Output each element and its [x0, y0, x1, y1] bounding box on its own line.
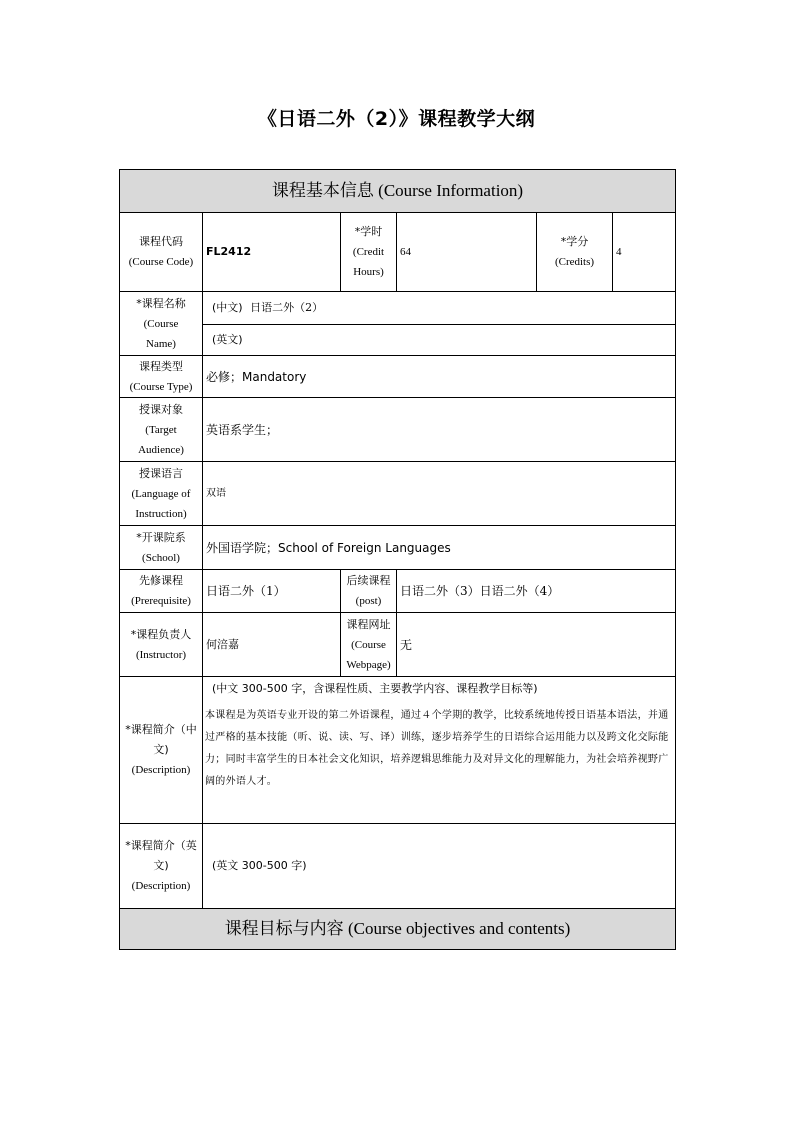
name-en-cell: (英文) [203, 325, 676, 356]
code-label: 课程代码 (Course Code) [120, 213, 203, 292]
audience-label: 授课对象 (Target Audience) [120, 398, 203, 462]
row-course-type [120, 356, 676, 398]
row-instructor [120, 613, 676, 677]
desc-en-label: *课程简介（英 文) (Description) [120, 824, 203, 909]
objectives-title-en: (Course objectives and contents) [347, 919, 571, 938]
name-cn-prefix: (中文) [212, 301, 243, 314]
row-course-name-en [120, 325, 676, 356]
name-label: *课程名称 (Course Name) [120, 292, 203, 356]
desc-cn-text: 本课程是为英语专业开设的第二外语课程，通过４个学期的教学，比较系统地传授日语基本语法，并通过严格的基本技能（听、说、读、写、译）训练，逐步培养学生的日语综合运用能力以及跨文化交际能力；同时丰富学生的日本社会文化知识，培养逻辑思维能力及对异文化的理解能力，为社会培养视野广阔的外语人才。 [205, 710, 669, 787]
webpage-label: 课程网址 (Course Webpage) [341, 613, 397, 677]
instructor-label: *课程负责人 (Instructor) [120, 613, 203, 677]
credits-label: *学分 (Credits) [537, 213, 613, 292]
credits-value: 4 [613, 213, 676, 292]
instructor-value: 何涪嘉 [203, 613, 341, 677]
type-value: 必修；Mandatory [203, 356, 676, 398]
page-title: 《日语二外（2）》课程教学大纲 [257, 108, 536, 130]
language-label: 授课语言 (Language of Instruction) [120, 462, 203, 526]
hours-label: *学时 (Credit Hours) [341, 213, 397, 292]
section-title-en: (Course Information) [378, 181, 524, 200]
objectives-title-cn: 课程目标与内容 [224, 919, 344, 939]
desc-cn-label: *课程简介（中 文) (Description) [120, 677, 203, 824]
prereq-label: 先修课程 (Prerequisite) [120, 570, 203, 613]
audience-value: 英语系学生； [203, 398, 676, 462]
section-title-cn: 课程基本信息 [271, 181, 374, 201]
row-school [120, 526, 676, 570]
course-info-table [119, 169, 676, 950]
row-prerequisite [120, 570, 676, 613]
row-description-cn [120, 677, 676, 824]
name-cn-value: 日语二外（2） [250, 301, 324, 314]
code-value: FL2412 [203, 213, 341, 292]
row-language [120, 462, 676, 526]
desc-en-note: (英文 300-500 字) [203, 824, 676, 909]
desc-cn-note: (中文 300-500 字，含课程性质、主要教学内容、课程教学目标等) [212, 682, 538, 695]
school-value: 外国语学院；School of Foreign Languages [203, 526, 676, 570]
row-course-name-cn [120, 292, 676, 325]
post-label: 后续课程 (post) [341, 570, 397, 613]
post-value: 日语二外（3）日语二外（4） [397, 570, 676, 613]
desc-cn-cell [203, 677, 676, 824]
hours-value: 64 [397, 213, 537, 292]
row-course-code [120, 213, 676, 292]
school-label: *开课院系 (School) [120, 526, 203, 570]
section-header-basic [120, 170, 676, 213]
row-target-audience [120, 398, 676, 462]
name-cn-cell [203, 292, 676, 325]
row-description-en [120, 824, 676, 909]
section-header-objectives [120, 909, 676, 950]
language-value: 双语 [203, 462, 676, 526]
prereq-value: 日语二外（1） [203, 570, 341, 613]
type-label: 课程类型 (Course Type) [120, 356, 203, 398]
webpage-value: 无 [397, 613, 676, 677]
